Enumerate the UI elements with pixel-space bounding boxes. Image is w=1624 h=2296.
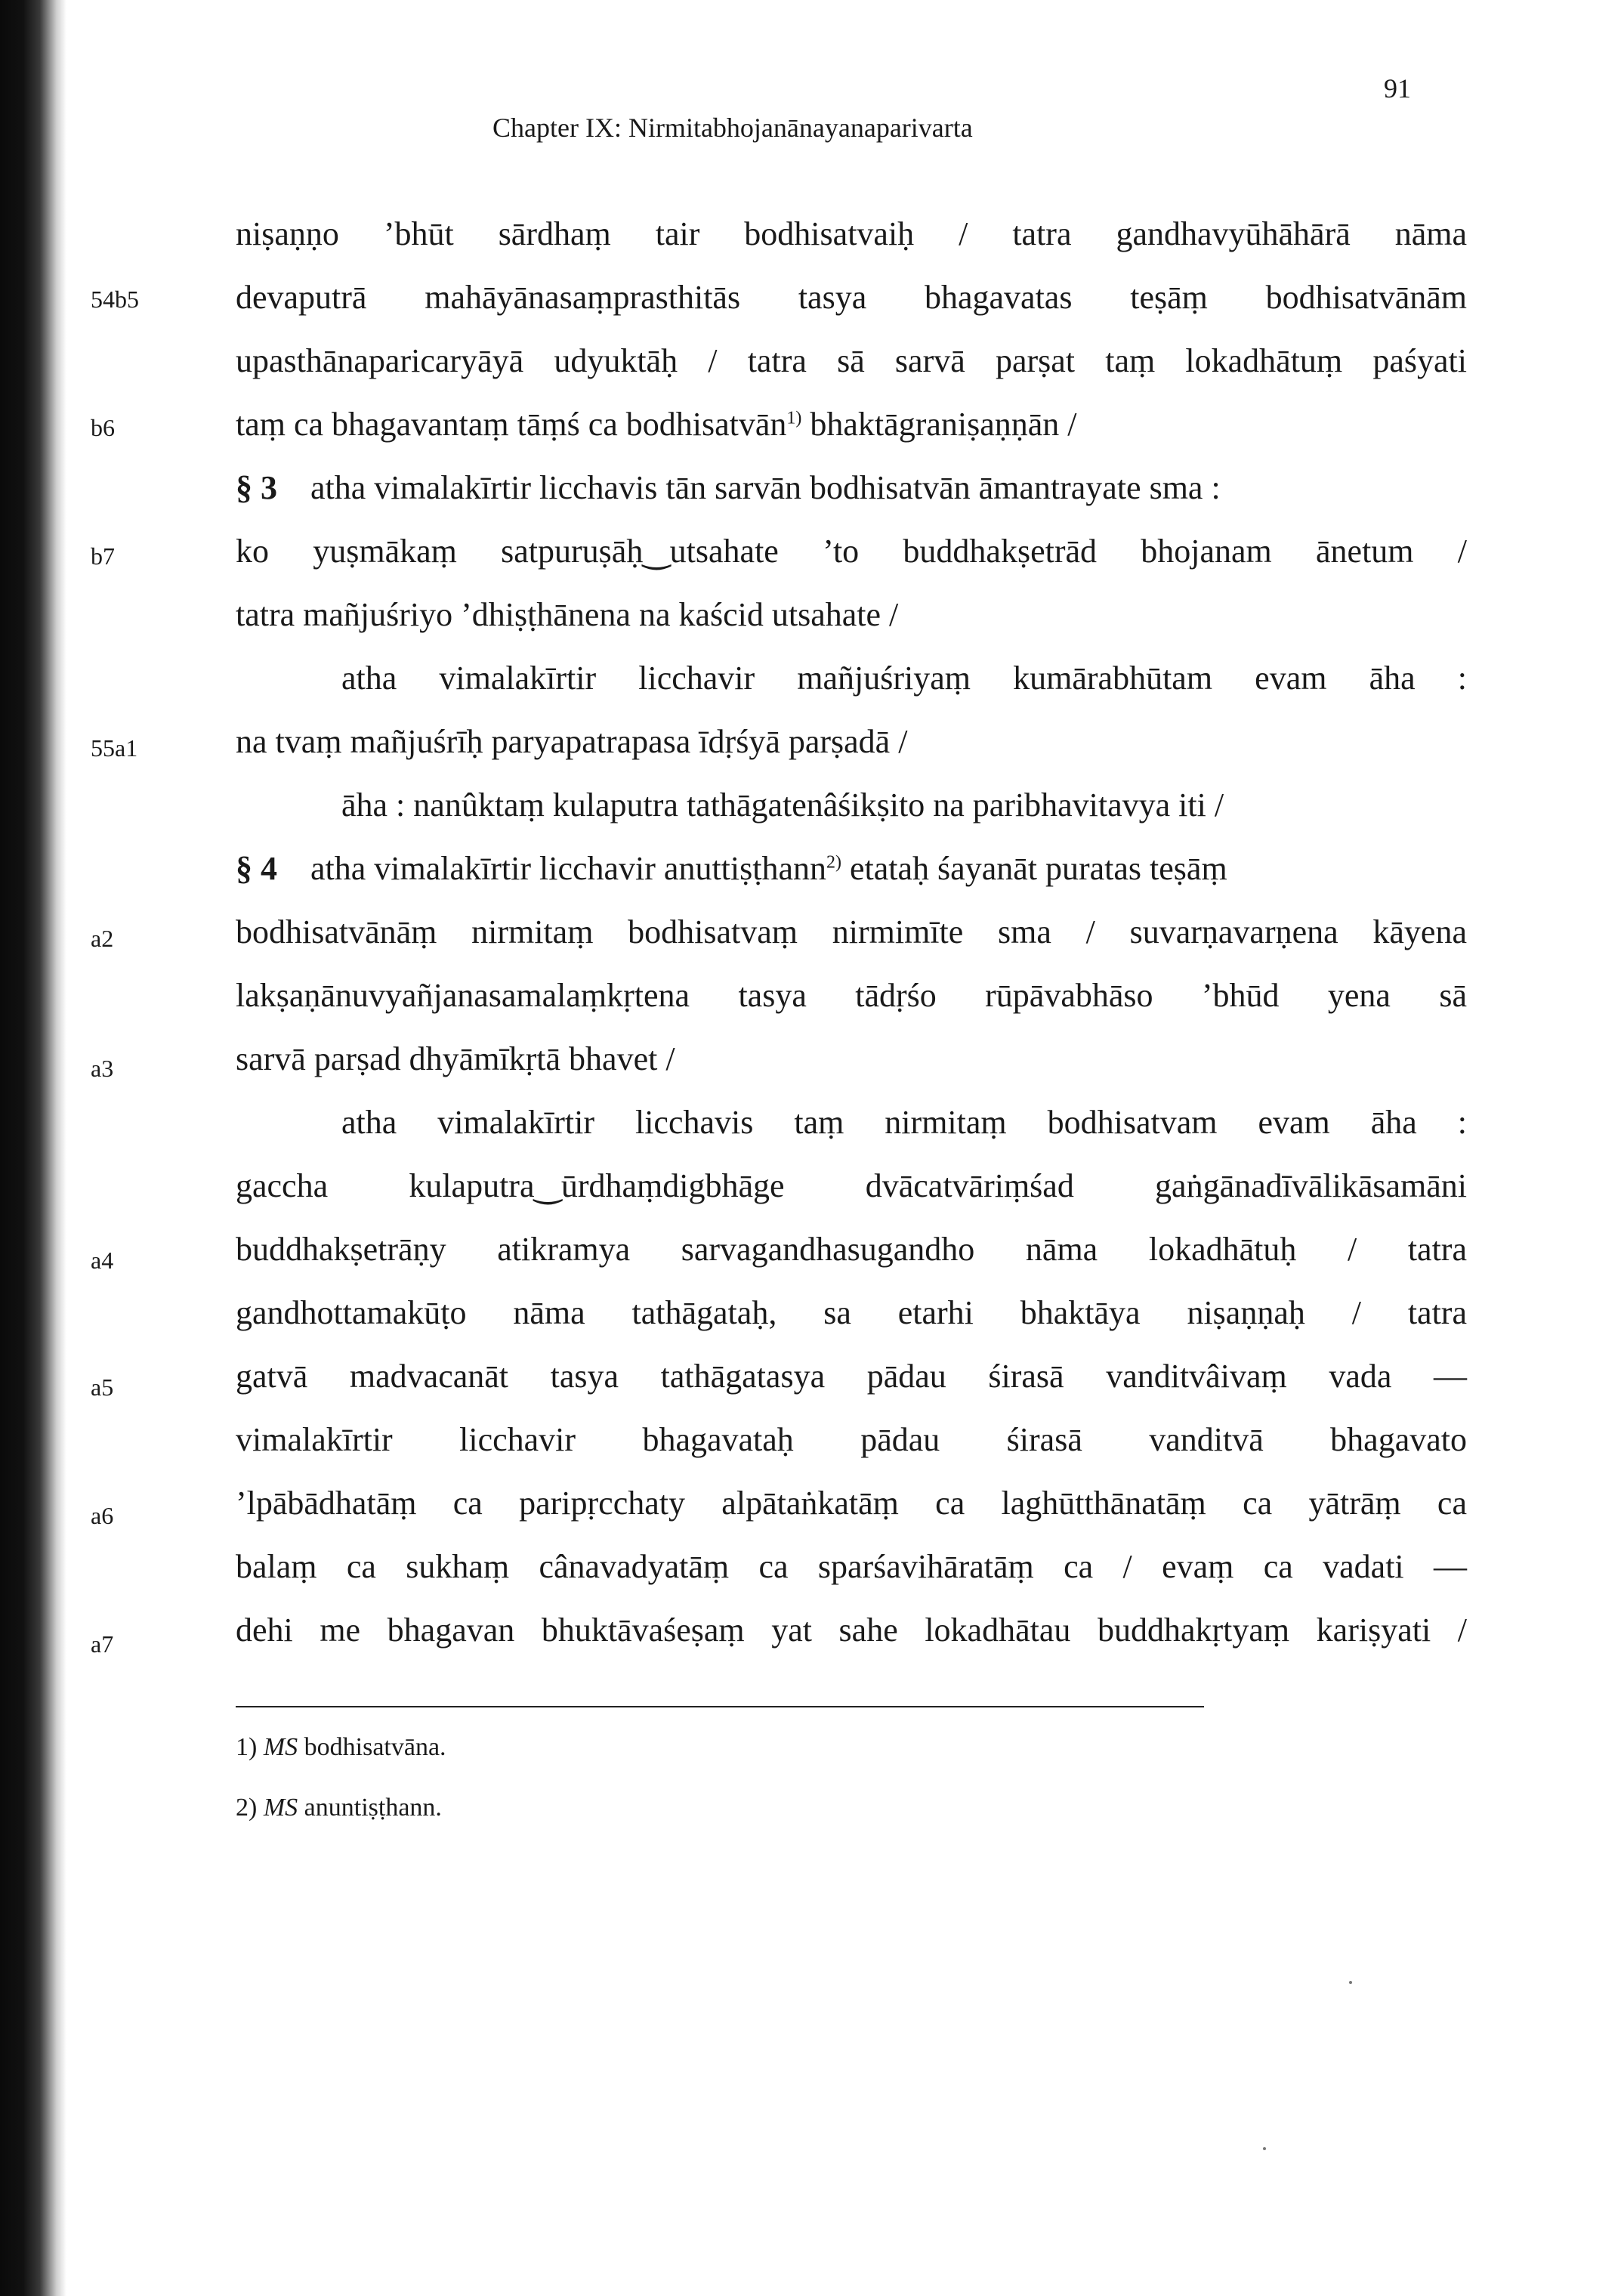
margin-ref: a6 bbox=[91, 1502, 114, 1529]
text-line: lakṣaṇānuvyañjanasamalaṃkṛtena tasya tādṛśo rūpāvabhāso ’bhūd yena sā bbox=[236, 977, 1467, 1014]
text-line: atha vimalakīrtir licchavis taṃ nirmitaṃ bodhisatvam evam āha : bbox=[341, 1104, 1467, 1141]
scan-speck bbox=[1349, 1981, 1352, 1984]
footnote-text: bodhisatvāna. bbox=[298, 1733, 446, 1761]
section-line bbox=[236, 849, 1467, 888]
footnote-text: anuntiṣṭhann. bbox=[298, 1794, 442, 1822]
running-title: Chapter IX: Nirmitabhojanānayanaparivarta bbox=[492, 113, 973, 143]
text-segment: atha vimalakīrtir licchavir anuttiṣṭhann bbox=[310, 850, 826, 887]
margin-ref: 55a1 bbox=[91, 734, 138, 762]
text-line: sarvā parṣad dhyāmīkṛtā bhavet / bbox=[236, 1040, 675, 1077]
text-line: ko yuṣmākaṃ satpuruṣāḥ‿utsahate ’to buddhakṣetrād bhojanam ānetum / bbox=[236, 533, 1467, 570]
footnote-ms: MS bbox=[263, 1733, 298, 1761]
text-line: gaccha kulaputra‿ūrdhaṃdigbhāge dvācatvāriṃśad gaṅgānadīvālikāsamāni bbox=[236, 1167, 1467, 1204]
text-line: devaputrā mahāyānasaṃprasthitās tasya bhagavatas teṣāṃ bodhisatvānām bbox=[236, 279, 1467, 316]
footnote bbox=[236, 1733, 446, 1762]
text-line: ’lpābādhatāṃ ca paripṛcchaty alpātaṅkatāṃ ca laghūtthānatāṃ ca yātrāṃ ca bbox=[236, 1485, 1467, 1522]
text-line: vimalakīrtir licchavir bhagavataḥ pādau śirasā vanditvā bhagavato bbox=[236, 1421, 1467, 1458]
footnote-marker: 2) bbox=[826, 852, 841, 873]
footnote-ms: MS bbox=[263, 1794, 298, 1822]
margin-ref: a7 bbox=[91, 1630, 114, 1658]
text-line: gandhottamakūṭo nāma tathāgataḥ, sa etarhi bhaktāya niṣaṇṇaḥ / tatra bbox=[236, 1294, 1467, 1331]
page-number: 91 bbox=[1384, 73, 1411, 104]
footnote-number: 2) bbox=[236, 1794, 258, 1822]
text-line: dehi me bhagavan bhuktāvaśeṣaṃ yat sahe lokadhātau buddhakṛtyaṃ kariṣyati / bbox=[236, 1612, 1467, 1649]
text-line: bodhisatvānāṃ nirmitaṃ bodhisatvaṃ nirmimīte sma / suvarṇavarṇena kāyena bbox=[236, 913, 1467, 950]
text-line: na tvaṃ mañjuśrīḥ paryapatrapasa īdṛśyā parṣadā / bbox=[236, 723, 908, 760]
margin-ref: 54b5 bbox=[91, 286, 139, 313]
text-line: āha : nanûktaṃ kulaputra tathāgatenâśikṣito na paribhavitavya iti / bbox=[341, 786, 1224, 824]
text-segment: etataḥ śayanāt puratas teṣāṃ bbox=[850, 850, 1227, 887]
text-segment: bhaktāgraniṣaṇṇān / bbox=[810, 406, 1077, 443]
binding-shadow bbox=[0, 0, 66, 2296]
text-segment: atha vimalakīrtir licchavis tān sarvān bodhisatvān āmantrayate sma : bbox=[310, 469, 1221, 506]
margin-ref: b7 bbox=[91, 542, 115, 570]
footnote-rule bbox=[236, 1706, 1204, 1707]
margin-ref: a3 bbox=[91, 1055, 114, 1082]
footnote-number: 1) bbox=[236, 1733, 258, 1761]
text-line: balaṃ ca sukhaṃ cânavadyatāṃ ca sparśavihāratāṃ ca / evaṃ ca vadati — bbox=[236, 1548, 1467, 1585]
margin-ref: a4 bbox=[91, 1247, 114, 1274]
text-segment: taṃ ca bhagavantaṃ tāṃś ca bodhisatvān bbox=[236, 406, 787, 443]
text-line: upasthānaparicaryāyā udyuktāḥ / tatra sā sarvā parṣat taṃ lokadhātuṃ paśyati bbox=[236, 342, 1467, 379]
section-line bbox=[236, 468, 1467, 507]
text-line: atha vimalakīrtir licchavir mañjuśriyaṃ kumārabhūtam evam āha : bbox=[341, 660, 1467, 697]
section-number: § 3 bbox=[236, 469, 277, 506]
section-number: § 4 bbox=[236, 850, 277, 887]
margin-ref: a2 bbox=[91, 925, 114, 952]
footnote bbox=[236, 1794, 442, 1822]
margin-ref: b6 bbox=[91, 414, 115, 441]
scan-speck bbox=[1263, 2147, 1266, 2150]
margin-ref: a5 bbox=[91, 1374, 114, 1401]
text-line: niṣaṇṇo ’bhūt sārdhaṃ tair bodhisatvaiḥ / tatra gandhavyūhāhārā nāma bbox=[236, 215, 1467, 252]
footnote-marker: 1) bbox=[786, 408, 802, 428]
text-line: tatra mañjuśriyo ’dhiṣṭhānena na kaścid utsahate / bbox=[236, 596, 899, 633]
text-line bbox=[236, 405, 1467, 443]
text-line: buddhakṣetrāṇy atikramya sarvagandhasugandho nāma lokadhātuḥ / tatra bbox=[236, 1231, 1467, 1268]
text-line: gatvā madvacanāt tasya tathāgatasya pādau śirasā vanditvâivaṃ vada — bbox=[236, 1358, 1467, 1395]
